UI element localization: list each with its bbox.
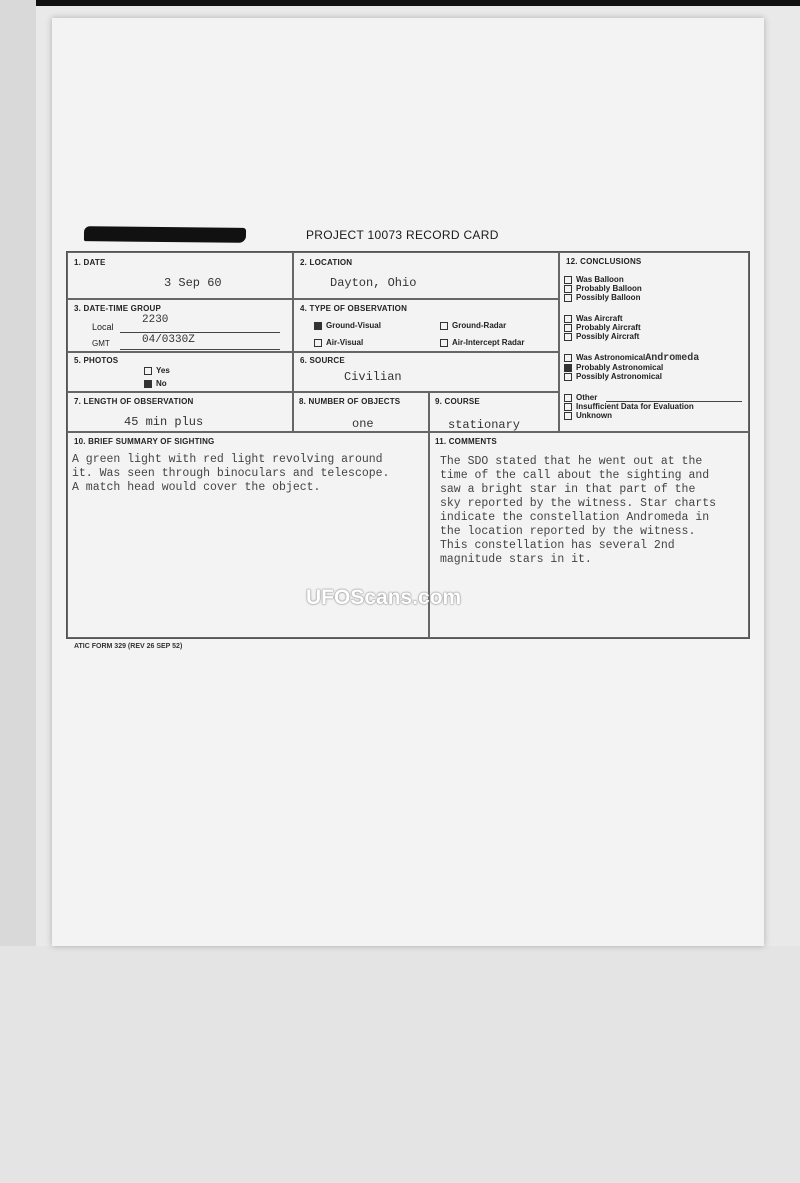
conclusions-cell bbox=[559, 252, 749, 432]
option-label: Air-Intercept Radar bbox=[452, 338, 525, 347]
checkbox-icon bbox=[564, 324, 572, 332]
conclusions-label: 12. CONCLUSIONS bbox=[566, 257, 642, 266]
conclusion-label: Possibly Aircraft bbox=[576, 332, 640, 341]
photos-no bbox=[144, 379, 167, 388]
checkbox-icon bbox=[564, 276, 572, 284]
comments-cell bbox=[429, 432, 749, 638]
gmt-underline bbox=[120, 349, 280, 350]
location-cell bbox=[293, 252, 559, 299]
comment-line: time of the call about the sighting and bbox=[440, 469, 710, 482]
dtg-label: 3. DATE-TIME GROUP bbox=[74, 304, 162, 313]
conclusion-possibly-aircraft bbox=[564, 332, 639, 341]
checkbox-icon bbox=[564, 294, 572, 302]
conclusion-possibly-astronomical bbox=[564, 372, 662, 381]
course-cell bbox=[429, 392, 559, 432]
checkbox-icon bbox=[314, 339, 322, 347]
option-ground-visual bbox=[314, 321, 381, 330]
option-label: Ground-Radar bbox=[452, 321, 507, 330]
checkbox-icon bbox=[440, 339, 448, 347]
comment-line: indicate the constellation Andromeda in bbox=[440, 511, 710, 524]
photos-cell bbox=[67, 352, 293, 392]
conclusion-probably-aircraft bbox=[564, 323, 641, 332]
form-number: ATIC FORM 329 (REV 26 SEP 52) bbox=[74, 643, 183, 650]
checkbox-icon bbox=[564, 412, 572, 420]
checkbox-checked-icon bbox=[144, 380, 152, 388]
checkbox-icon bbox=[564, 285, 572, 293]
date-time-group-cell bbox=[67, 299, 293, 352]
scan-left-edge bbox=[0, 0, 36, 960]
conclusion-label: Was Astronomical bbox=[576, 353, 646, 362]
local-label: Local bbox=[92, 322, 114, 332]
date-value: 3 Sep 60 bbox=[164, 276, 222, 290]
local-value: 2230 bbox=[142, 314, 169, 326]
conclusion-label: Insufficient Data for Evaluation bbox=[576, 402, 694, 411]
conclusion-was-aircraft bbox=[564, 314, 623, 323]
comment-line: the location reported by the witness. bbox=[440, 525, 696, 538]
checkbox-icon bbox=[564, 333, 572, 341]
photos-yes bbox=[144, 366, 170, 375]
objects-value: one bbox=[352, 417, 374, 431]
conclusion-unknown bbox=[564, 411, 612, 420]
gmt-label: GMT bbox=[92, 339, 110, 348]
checkbox-checked-icon bbox=[564, 364, 572, 372]
summary-label: 10. BRIEF SUMMARY OF SIGHTING bbox=[74, 437, 215, 446]
card-title: PROJECT 10073 RECORD CARD bbox=[306, 228, 499, 242]
conclusion-label: Probably Aircraft bbox=[576, 323, 641, 332]
comment-line: This constellation has several 2nd bbox=[440, 539, 675, 552]
length-cell bbox=[67, 392, 293, 432]
option-label: Ground-Visual bbox=[326, 321, 381, 330]
conclusion-insufficient-data bbox=[564, 402, 694, 411]
comment-line: sky reported by the witness. Star charts bbox=[440, 497, 717, 510]
length-value: 45 min plus bbox=[124, 415, 204, 429]
scan-bottom-area bbox=[0, 946, 800, 1183]
comment-line: The SDO stated that he went out at the bbox=[440, 455, 703, 468]
checkbox-icon bbox=[564, 394, 572, 402]
option-label: Air-Visual bbox=[326, 338, 364, 347]
summary-line: it. Was seen through binoculars and telescope. bbox=[72, 467, 390, 480]
course-label: 9. COURSE bbox=[435, 397, 480, 406]
checkbox-icon bbox=[564, 354, 572, 362]
comment-line: magnitude stars in it. bbox=[440, 553, 592, 566]
gmt-value: 04/0330Z bbox=[142, 334, 195, 346]
photos-no-label: No bbox=[156, 379, 167, 388]
comments-label: 11. COMMENTS bbox=[435, 437, 497, 446]
photos-yes-label: Yes bbox=[156, 366, 170, 375]
conclusion-label: Unknown bbox=[576, 411, 612, 420]
summary-line: A match head would cover the object. bbox=[72, 481, 321, 494]
source-value: Civilian bbox=[344, 370, 402, 384]
length-label: 7. LENGTH OF OBSERVATION bbox=[74, 397, 194, 406]
checkbox-checked-icon bbox=[314, 322, 322, 330]
course-value: stationary bbox=[448, 418, 521, 432]
checkbox-icon bbox=[564, 315, 572, 323]
conclusion-was-balloon bbox=[564, 275, 624, 284]
checkbox-icon bbox=[564, 373, 572, 381]
conclusion-probably-balloon bbox=[564, 284, 642, 293]
conclusion-other bbox=[564, 393, 597, 402]
checkbox-icon bbox=[440, 322, 448, 330]
objects-label: 8. NUMBER OF OBJECTS bbox=[299, 397, 401, 406]
source-label: 6. SOURCE bbox=[300, 356, 345, 365]
scan-top-border bbox=[0, 0, 800, 6]
option-air-intercept-radar bbox=[440, 338, 524, 347]
watermark: UFOScans.com bbox=[306, 586, 462, 609]
summary-line: A green light with red light revolving around bbox=[72, 453, 383, 466]
observation-type-label: 4. TYPE OF OBSERVATION bbox=[300, 304, 408, 313]
conclusion-label: Possibly Balloon bbox=[576, 293, 641, 302]
location-value: Dayton, Ohio bbox=[330, 276, 417, 290]
local-underline bbox=[120, 332, 280, 333]
redaction-mark bbox=[84, 226, 246, 243]
comment-line: saw a bright star in that part of the bbox=[440, 483, 696, 496]
conclusion-label: Probably Balloon bbox=[576, 284, 642, 293]
checkbox-icon bbox=[564, 403, 572, 411]
location-label: 2. LOCATION bbox=[300, 258, 353, 267]
conclusion-label: Possibly Astronomical bbox=[576, 372, 662, 381]
checkbox-icon bbox=[144, 367, 152, 375]
conclusion-label: Probably Astronomical bbox=[576, 363, 664, 372]
option-air-visual bbox=[314, 338, 363, 347]
observation-type-cell bbox=[293, 299, 559, 352]
option-ground-radar bbox=[440, 321, 506, 330]
conclusion-label: Was Balloon bbox=[576, 275, 624, 284]
date-label: 1. DATE bbox=[74, 258, 106, 267]
conclusion-probably-astronomical bbox=[564, 363, 663, 372]
photos-label: 5. PHOTOS bbox=[74, 356, 119, 365]
conclusion-label: Was Aircraft bbox=[576, 314, 623, 323]
source-cell bbox=[293, 352, 559, 392]
conclusion-possibly-balloon bbox=[564, 293, 640, 302]
objects-cell bbox=[293, 392, 429, 432]
astronomical-note: Andromeda bbox=[645, 353, 700, 364]
conclusion-label: Other bbox=[576, 393, 598, 402]
date-cell bbox=[67, 252, 293, 299]
record-card-form bbox=[66, 251, 750, 639]
